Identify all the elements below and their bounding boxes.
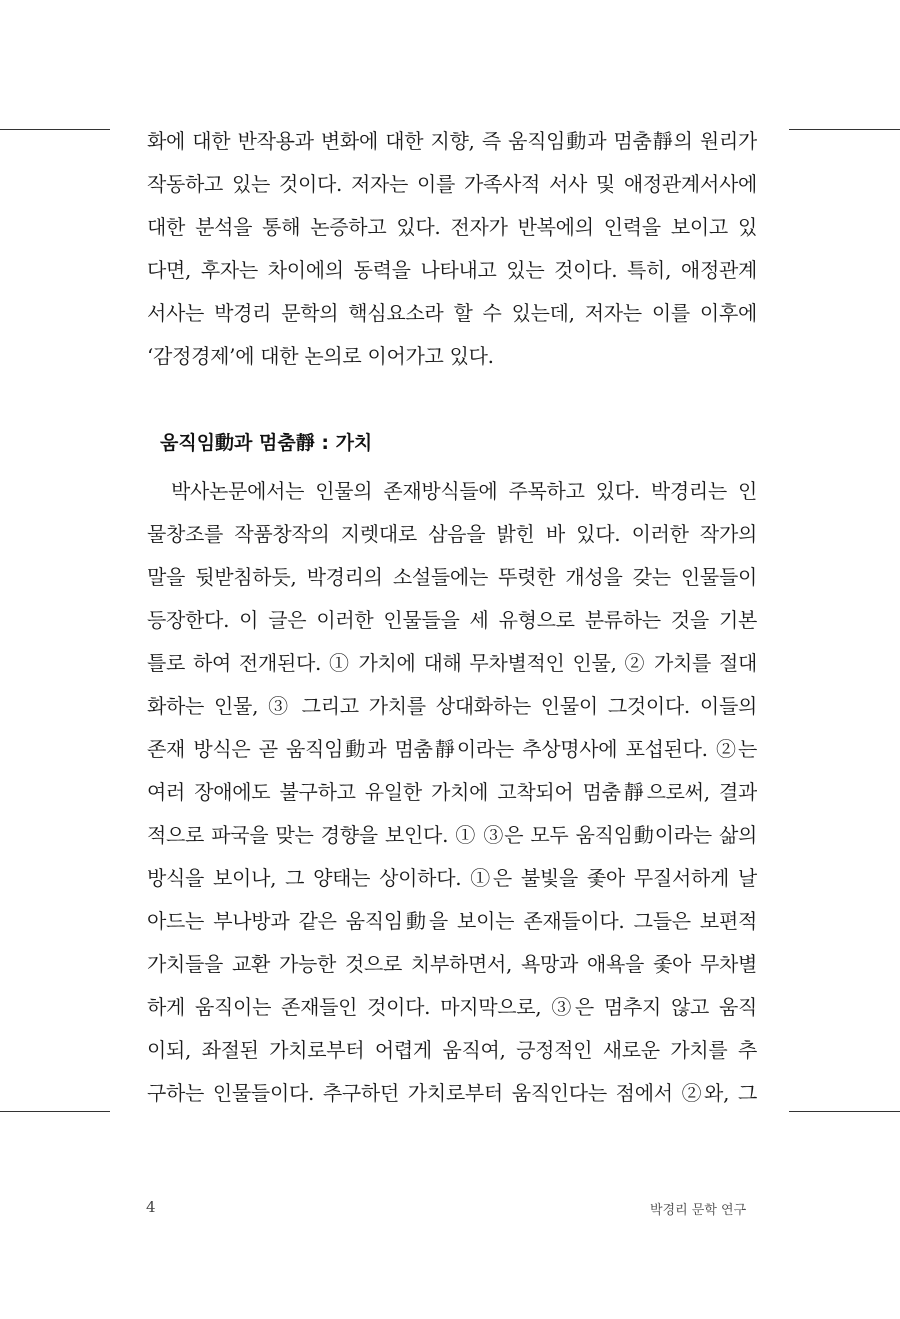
page-number: 4	[146, 1198, 156, 1216]
paragraph-line: 틀로 하여 전개된다. ① 가치에 대해 무차별적인 인물, ② 가치를 절대	[147, 651, 757, 675]
paragraph-line: 서사는 박경리 문학의 핵심요소라 할 수 있는데, 저자는 이를 이후에	[147, 301, 757, 325]
top-right-rule	[789, 129, 900, 130]
paragraph-line: 구하는 인물들이다. 추구하던 가치로부터 움직인다는 점에서 ②와, 그	[147, 1081, 757, 1105]
paragraph-line: 등장한다. 이 글은 이러한 인물들을 세 유형으로 분류하는 것을 기본	[147, 608, 757, 632]
paragraph-line: 아드는 부나방과 같은 움직임動을 보이는 존재들이다. 그들은 보편적	[147, 909, 757, 933]
paragraph-line: ‘감정경제’에 대한 논의로 이어가고 있다.	[147, 344, 494, 368]
paragraph-line: 존재 방식은 곧 움직임動과 멈춤靜이라는 추상명사에 포섭된다. ②는	[147, 737, 757, 761]
paragraph-2	[147, 470, 757, 1115]
section-heading: 움직임動과 멈춤靜 : 가치	[160, 432, 373, 454]
paragraph-line: 방식을 보이나, 그 양태는 상이하다. ①은 불빛을 좇아 무질서하게 날	[147, 866, 757, 890]
paragraph-line: 하게 움직이는 존재들인 것이다. 마지막으로, ③은 멈추지 않고 움직	[147, 995, 757, 1019]
paragraph-1	[147, 120, 757, 378]
paragraph-line: 가치들을 교환 가능한 것으로 치부하면서, 욕망과 애욕을 좇아 무차별	[147, 952, 757, 976]
paragraph-line: 이되, 좌절된 가치로부터 어렵게 움직여, 긍정적인 새로운 가치를 추	[147, 1038, 757, 1062]
paragraph-line: 작동하고 있는 것이다. 저자는 이를 가족사적 서사 및 애정관계서사에	[147, 172, 757, 196]
paragraph-line: 여러 장애에도 불구하고 유일한 가치에 고착되어 멈춤靜으로써, 결과	[147, 780, 757, 804]
bottom-right-rule	[789, 1111, 900, 1112]
paragraph-line: 다면, 후자는 차이에의 동력을 나타내고 있는 것이다. 특히, 애정관계	[147, 258, 757, 282]
running-head: 박경리 문학 연구	[650, 1203, 747, 1218]
paragraph-line: 물창조를 작품창작의 지렛대로 삼음을 밝힌 바 있다. 이러한 작가의	[147, 522, 757, 546]
top-left-rule	[0, 129, 110, 130]
paragraph-line: 화하는 인물, ③ 그리고 가치를 상대화하는 인물이 그것이다. 이들의	[147, 694, 757, 718]
paragraph-line: 적으로 파국을 맞는 경향을 보인다. ① ③은 모두 움직임動이라는 삶의	[147, 823, 757, 847]
paragraph-line: 대한 분석을 통해 논증하고 있다. 전자가 반복에의 인력을 보이고 있	[147, 215, 757, 239]
bottom-left-rule	[0, 1111, 110, 1112]
paragraph-line: 말을 뒷받침하듯, 박경리의 소설들에는 뚜렷한 개성을 갖는 인물들이	[147, 565, 757, 589]
paragraph-line: 화에 대한 반작용과 변화에 대한 지향, 즉 움직임動과 멈춤靜의 원리가	[147, 129, 757, 153]
paragraph-line: 박사논문에서는 인물의 존재방식들에 주목하고 있다. 박경리는 인	[171, 479, 757, 503]
